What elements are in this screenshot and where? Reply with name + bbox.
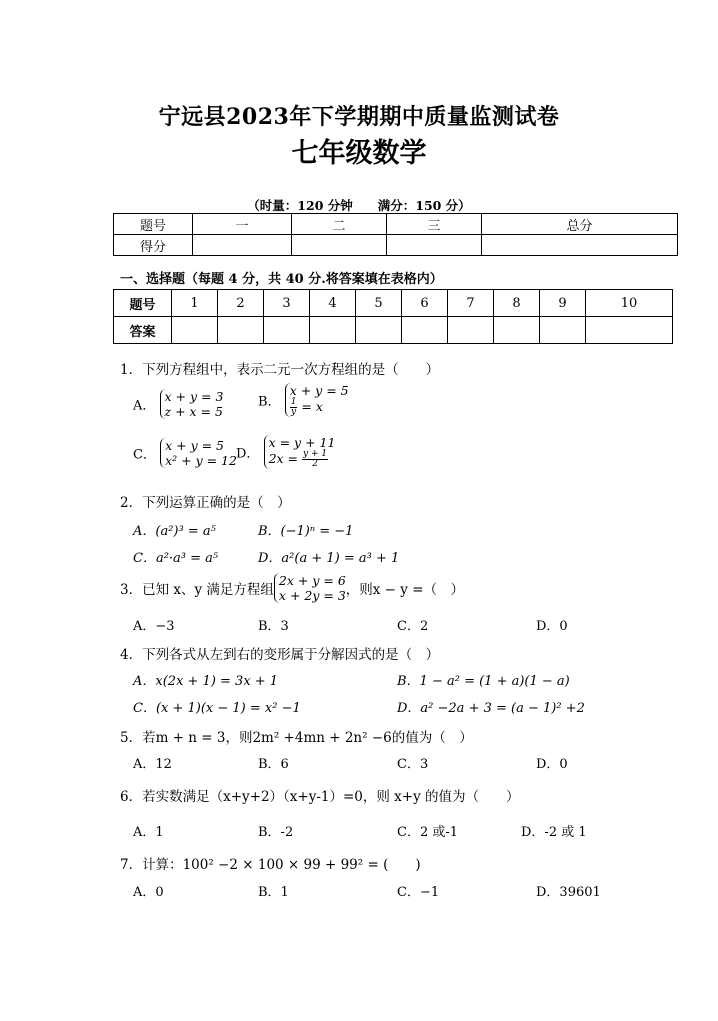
q1-c-eq1: x + y = 5 bbox=[165, 438, 224, 453]
q1-d-eq2: 2x = $\frac{y + 1}{2}$ bbox=[268, 449, 328, 469]
q3-option-d: D．0 bbox=[536, 619, 568, 634]
answer-cell[interactable] bbox=[402, 317, 448, 344]
q4-option-d: D．a² −2a + 3 = (a − 1)² +2 bbox=[397, 701, 585, 716]
answer-number: 6 bbox=[402, 290, 448, 317]
question-6-stem: 6．若实数满足（x+y+2）（x+y-1）=0，则 x+y 的值为（ ） bbox=[120, 789, 520, 805]
q3-option-b: B．3 bbox=[258, 619, 289, 634]
q2-option-c: C．a²·a³ = a⁵ bbox=[133, 551, 219, 566]
score-header-total: 总分 bbox=[482, 214, 678, 235]
q2-option-a: A．(a²)³ = a⁵ bbox=[133, 524, 216, 539]
q1-a-eq2: z + x = 5 bbox=[164, 404, 223, 419]
q1-option-a-system bbox=[160, 389, 224, 419]
score-cell bbox=[387, 235, 482, 256]
q3-stem-prefix: 3．已知 x、y 满足方程组 bbox=[120, 582, 274, 598]
q6-option-c: C．2 或-1 bbox=[397, 825, 459, 840]
q7-option-a: A．0 bbox=[133, 885, 164, 900]
q1-d-eq1: x = y + 11 bbox=[268, 435, 336, 450]
q2-option-b: B．(−1)ⁿ = −1 bbox=[258, 524, 354, 539]
q1-option-a-label: A． bbox=[133, 398, 156, 414]
q1-option-d-label: D． bbox=[236, 446, 260, 462]
answer-number: 2 bbox=[218, 290, 264, 317]
q1-option-b-label: B． bbox=[258, 394, 281, 410]
q1-option-b bbox=[258, 383, 349, 417]
answer-number: 10 bbox=[586, 290, 673, 317]
answer-number: 4 bbox=[310, 290, 356, 317]
q1-b-fraction: $\frac{1}{y}$ bbox=[290, 397, 297, 417]
q5-option-d: D．0 bbox=[536, 757, 568, 772]
q1-d-fraction: $\frac{y + 1}{2}$ bbox=[303, 449, 328, 469]
answer-number: 8 bbox=[494, 290, 540, 317]
answer-number: 7 bbox=[448, 290, 494, 317]
score-header-3: 三 bbox=[387, 214, 482, 235]
answer-number: 5 bbox=[356, 290, 402, 317]
q1-c-eq2: x² + y = 12 bbox=[165, 453, 237, 468]
q1-option-b-system bbox=[285, 383, 349, 417]
q5-option-c: C．3 bbox=[397, 757, 429, 772]
question-2-stem: 2．下列运算正确的是（ ） bbox=[120, 495, 291, 511]
exam-title: 宁远县2023年下学期期中质量监测试卷 bbox=[158, 104, 560, 130]
q7-option-d: D．39601 bbox=[536, 885, 601, 900]
q1-option-d bbox=[236, 435, 335, 469]
q1-b-eq2: $\frac{1}{y}$ = x bbox=[290, 397, 323, 417]
q2-option-d: D．a²(a + 1) = a³ + 1 bbox=[258, 551, 400, 566]
q1-option-a bbox=[133, 389, 223, 419]
exam-info: （时量：120 分钟 满分：150 分） bbox=[247, 198, 471, 213]
score-cell bbox=[292, 235, 387, 256]
q7-option-b: B．1 bbox=[258, 885, 289, 900]
answer-cell[interactable] bbox=[310, 317, 356, 344]
q3-eq1: 2x + y = 6 bbox=[278, 573, 346, 588]
answer-cell[interactable] bbox=[264, 317, 310, 344]
q3-option-c: C．2 bbox=[397, 619, 429, 634]
answer-cell[interactable] bbox=[448, 317, 494, 344]
score-header-2: 二 bbox=[292, 214, 387, 235]
answer-table-number-label: 题号 bbox=[114, 290, 172, 317]
q3-stem-suffix: ，则x − y =（ ） bbox=[345, 582, 465, 598]
question-3-stem bbox=[120, 573, 464, 603]
section-heading: 一、选择题（每题 4 分，共 40 分.将答案填在表格内） bbox=[120, 272, 443, 287]
q6-option-b: B．-2 bbox=[258, 825, 294, 840]
q4-option-b: B．1 − a² = (1 + a)(1 − a) bbox=[397, 674, 570, 689]
answer-number: 9 bbox=[540, 290, 586, 317]
answer-cell[interactable] bbox=[218, 317, 264, 344]
score-row-label: 得分 bbox=[114, 235, 193, 256]
answer-cell[interactable] bbox=[586, 317, 673, 344]
question-1-stem: 1．下列方程组中，表示二元一次方程组的是（ ） bbox=[120, 362, 440, 378]
answer-table bbox=[113, 289, 673, 344]
answer-cell[interactable] bbox=[172, 317, 218, 344]
question-7-stem: 7．计算：100² −2 × 100 × 99 + 99² = ( ) bbox=[120, 857, 421, 873]
q1-option-c bbox=[133, 438, 237, 468]
q4-option-a: A．x(2x + 1) = 3x + 1 bbox=[133, 674, 279, 689]
q1-option-c-label: C． bbox=[133, 447, 156, 463]
q3-eq2: x + 2y = 3 bbox=[278, 588, 346, 603]
answer-cell[interactable] bbox=[494, 317, 540, 344]
score-cell bbox=[193, 235, 292, 256]
question-4-stem: 4．下列各式从左到右的变形属于分解因式的是（ ） bbox=[120, 647, 440, 663]
q6-option-d: D．-2 或 1 bbox=[521, 825, 587, 840]
score-header-1: 一 bbox=[193, 214, 292, 235]
q5-option-b: B．6 bbox=[258, 757, 289, 772]
exam-subject: 七年级数学 bbox=[291, 138, 427, 169]
q5-option-a: A．12 bbox=[133, 757, 172, 772]
q1-a-eq1: x + y = 3 bbox=[164, 389, 224, 404]
answer-cell[interactable] bbox=[540, 317, 586, 344]
score-table bbox=[113, 213, 678, 256]
answer-number: 1 bbox=[172, 290, 218, 317]
q3-option-a: A．−3 bbox=[133, 619, 175, 634]
answer-cell[interactable] bbox=[356, 317, 402, 344]
q3-system bbox=[274, 573, 346, 603]
q1-option-d-system bbox=[264, 435, 336, 469]
answer-row-label: 答案 bbox=[114, 317, 172, 344]
q1-b-eq1: x + y = 5 bbox=[289, 383, 349, 398]
answer-number: 3 bbox=[264, 290, 310, 317]
q1-option-c-system bbox=[160, 438, 237, 468]
q6-option-a: A．1 bbox=[133, 825, 164, 840]
score-cell bbox=[482, 235, 678, 256]
score-header-label: 题号 bbox=[114, 214, 193, 235]
question-5-stem: 5．若m + n = 3，则2m² +4mn + 2n² −6的值为（ ） bbox=[120, 730, 473, 746]
q4-option-c: C．(x + 1)(x − 1) = x² −1 bbox=[133, 701, 301, 716]
q7-option-c: C．−1 bbox=[397, 885, 440, 900]
